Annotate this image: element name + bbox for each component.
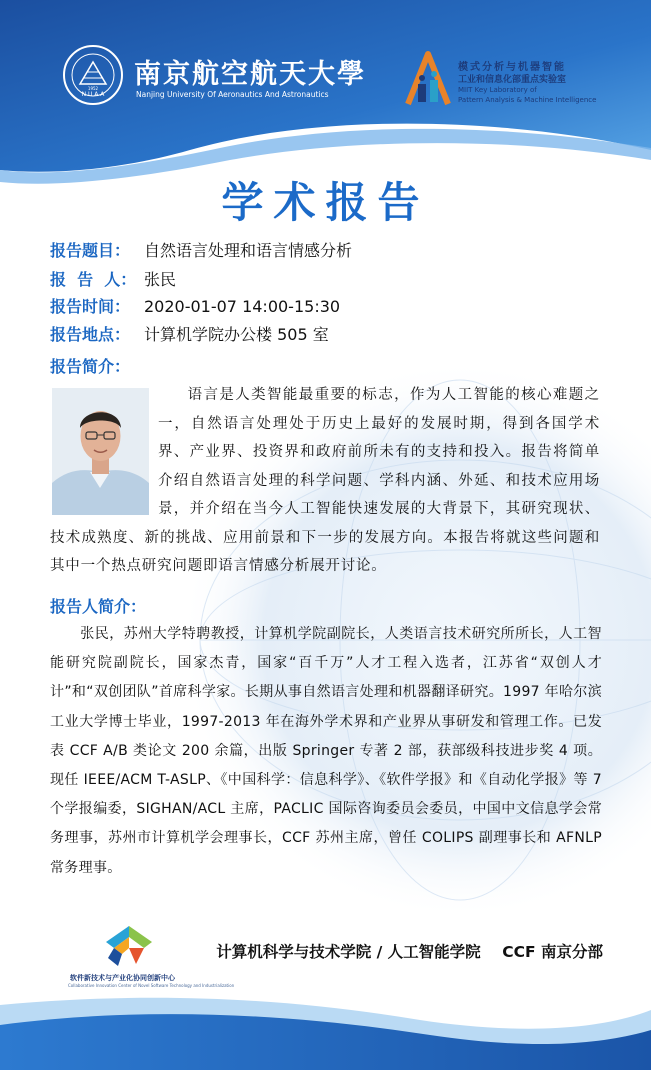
svg-text:1952: 1952 — [87, 86, 99, 91]
time-value: 2020-01-07 14:00-15:30 — [144, 297, 341, 316]
university-name-cn: 南京航空航天大學 — [134, 59, 366, 90]
nuaa-seal-icon — [62, 44, 124, 106]
bio-text: 张民，苏州大学特聘教授，计算机学院副院长，人类语言技术研究所所长，人工智能研究院副院长，国家杰青，国家“百千万”人才工程入选者，江苏省“双创人才计”和“双创团队”首席科学家。长期从事自然语言处理和机器翻译研究。1997 年哈尔滨工业大学博士毕业，1997-2013 年在海外学术界和产业界从事研发和管理工作。已发表 CCF A/B 类论文 200 余篇，出版 Springer 专著 2 部，获部级科技进步奖 4 项。现任 IEEE/ACM T-ASLP、《中国科学：信息科学》、《软件学报》和《自动化学报》等 7 个学报编委，SIGHAN/ACL 主席，PACLIC 国际咨询委员会委员，中国中文信息学会常务理事，苏州市计算机学会理事长，CCF 苏州主席，曾任 COLIPS 副理事长和 AFNLP 常务理事。 — [50, 626, 602, 876]
collab-center-name: 软件新技术与产业化协同创新中心 — [70, 974, 175, 982]
header — [0, 0, 651, 150]
abstract-heading: 报告简介： — [50, 357, 131, 376]
speaker-value: 张民 — [144, 270, 177, 289]
organizers: 计算机科学与技术学院 / 人工智能学院 CCF 南京分部 — [216, 943, 603, 961]
topic-label: 报告题目： — [50, 241, 131, 260]
abstract-text: 语言是人类智能最重要的标志，作为人工智能的核心难题之一，自然语言处理处于历史上最好的发展时期，得到各国学术界、产业界、投资界和政府前所未有的支持和投入。报告将简单介绍自然语言处理的科学问题、学科内涵、外延、和技术应用场景，并介绍在当今人工智能快速发展的大背景下，其研究现状、技术成熟度、新的挑战、应用前景和下一步的发展方向。本报告将就这些问题和其中一个热点研究问题即语言情感分析展开讨论。 — [50, 387, 600, 574]
topic-value: 自然语言处理和语言情感分析 — [144, 241, 353, 260]
collab-center-subtitle: Collaborative Innovation Center of Novel Software Technology and Industrialization — [68, 983, 235, 988]
abstract-text-block — [50, 381, 600, 581]
place-row — [50, 322, 329, 345]
time-row — [50, 294, 340, 317]
university-name-en: Nanjing University Of Aeronautics And Astronautics — [136, 90, 329, 99]
collab-center-logo-icon — [104, 924, 154, 969]
lab-logo-icon — [404, 50, 452, 108]
place-label: 报告地点： — [50, 325, 131, 344]
page-title: 学术报告 — [221, 178, 430, 227]
topic-row — [50, 238, 352, 261]
time-label: 报告时间： — [50, 297, 131, 316]
speaker-row — [50, 267, 176, 290]
lab-name-cn-2: 工业和信息化部重点实验室 — [458, 75, 567, 85]
lab-name-en-2: Pattern Analysis & Machine Intelligence — [458, 96, 597, 104]
bio-text-block — [50, 620, 602, 883]
svg-text:N U A A: N U A A — [81, 91, 105, 98]
lab-name-cn-1: 模式分析与机器智能 — [458, 62, 566, 73]
bio-heading: 报告人简介： — [50, 597, 147, 616]
place-value: 计算机学院办公楼 505 室 — [144, 325, 329, 344]
lab-name-en-1: MIIT Key Laboratory of — [458, 86, 537, 94]
speaker-label: 报 告 人： — [50, 270, 137, 289]
